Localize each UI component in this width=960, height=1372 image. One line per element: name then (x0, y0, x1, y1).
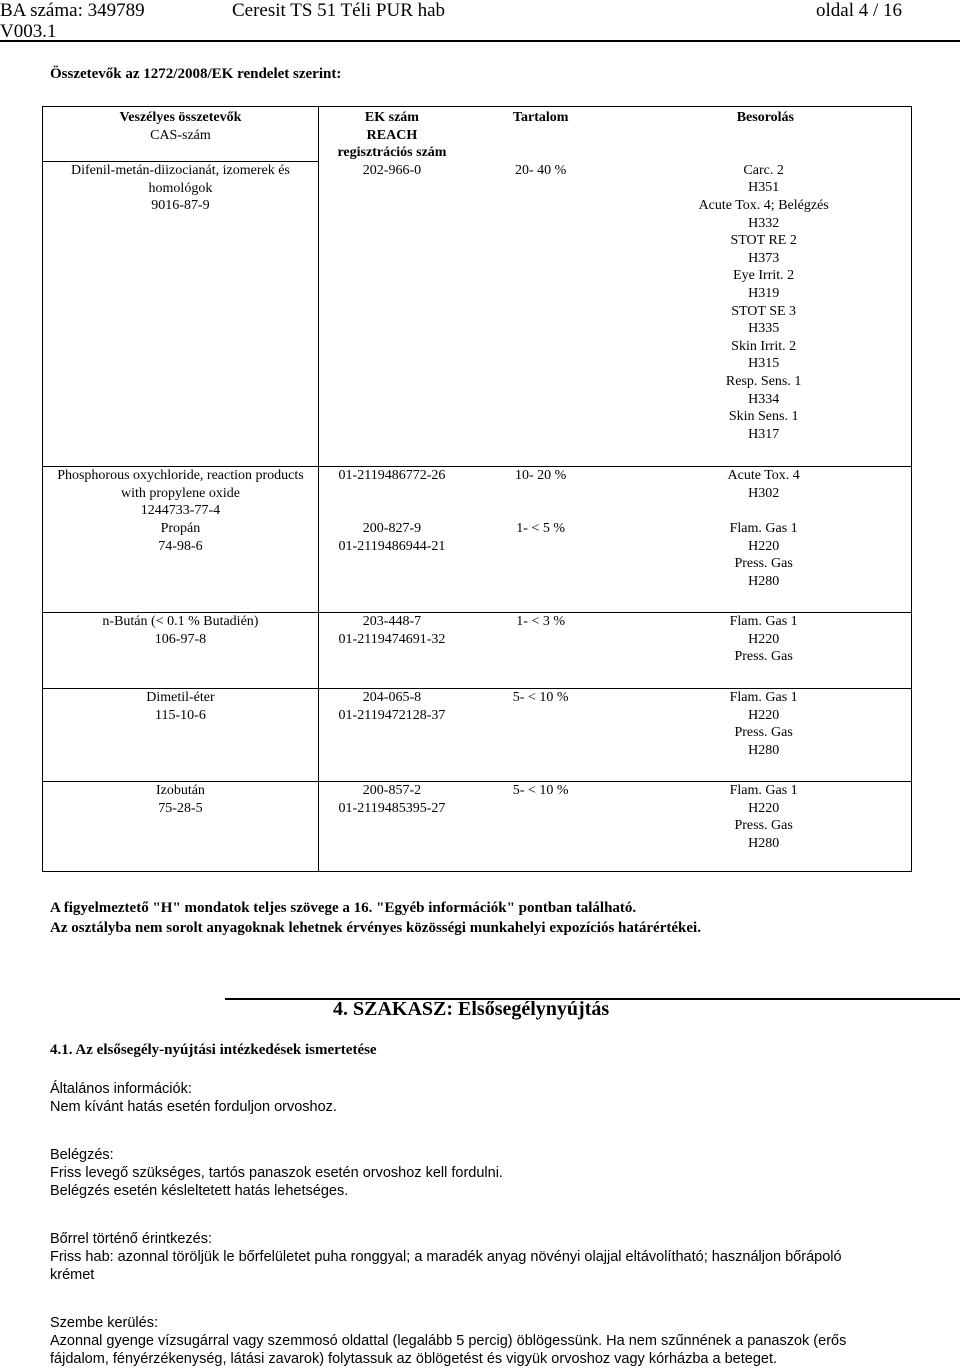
cell-line: Eye Irrit. 2 (733, 268, 795, 284)
component-name-cell (43, 162, 319, 467)
cell-line: 5- < 10 % (512, 783, 569, 799)
table-row (43, 689, 912, 782)
classification-cell (616, 782, 911, 872)
cell-line: Flam. Gas 1 (729, 614, 798, 630)
cell-line: 202-966-0 (362, 162, 422, 178)
note-h-statements: A figyelmeztető "H" mondatok teljes szövege a 16. "Egyéb információk" pontban található. (50, 900, 637, 916)
cell-line: 01-2119486944-21 (338, 538, 446, 554)
cell-line (319, 502, 465, 520)
ec-number-cell (318, 613, 465, 689)
cell-line: homológok (148, 180, 213, 196)
cell-line: Izobután (155, 783, 205, 799)
paragraph-eye-contact (50, 1314, 920, 1368)
cell-line: Skin Sens. 1 (728, 409, 799, 425)
cell-line: H319 (748, 285, 780, 301)
cell-line: 01-2119486772-26 (338, 468, 446, 484)
section4-subtitle: 4.1. Az elsősegély-nyújtási intézkedések ismertetése (50, 1042, 377, 1058)
cell-line: 1- < 5 % (516, 521, 566, 537)
cell-line: H280 (748, 743, 780, 759)
cell-line: Dimetil-éter (146, 690, 215, 706)
cell-line: 1- < 3 % (516, 614, 566, 630)
content-cell (465, 467, 616, 613)
paragraph-text: Nem kívánt hatás esetén forduljon orvoshoz. (50, 1099, 337, 1115)
table-row (43, 162, 912, 467)
cell-line: 200-857-2 (362, 783, 422, 799)
component-name-cell (43, 689, 319, 782)
classification-cell (616, 467, 911, 613)
document-version: V003.1 (0, 21, 57, 42)
table-row (43, 467, 912, 613)
ec-number-cell (318, 467, 465, 613)
paragraph-text: Belégzés esetén késleltetett hatás lehetséges. (50, 1183, 349, 1199)
cell-line: H315 (748, 356, 780, 372)
cell-line: 74-98-6 (158, 538, 203, 554)
component-name-cell (43, 613, 319, 689)
cell-line: Acute Tox. 4; Belégzés (698, 197, 829, 213)
cell-line: Press. Gas (734, 649, 793, 665)
paragraph-heading: Szembe kerülés: (50, 1315, 158, 1331)
cell-line: Flam. Gas 1 (729, 783, 798, 799)
cell-line: H317 (748, 426, 780, 442)
note-exposure-limits: Az osztályba nem sorolt anyagoknak lehetnek érvényes közösségi munkahelyi expozíciós határértékei. (50, 920, 701, 936)
ec-number-cell (318, 782, 465, 872)
cell-line: 01-2119485395-27 (338, 800, 446, 816)
page-number: oldal 4 / 16 (816, 0, 903, 21)
cell-line: Press. Gas (734, 725, 793, 741)
table-row (43, 782, 912, 872)
cell-line: H220 (748, 538, 780, 554)
cell-line: 01-2119474691-32 (338, 631, 446, 647)
paragraph-text: Friss hab: azonnal töröljük le bőrfelületet puha ronggyal; a maradék anyag növényi olajjal eltávolítható; használjon bőrápoló (50, 1249, 842, 1265)
cell-line: 20- 40 % (515, 162, 567, 178)
cell-line: Phosphorous oxychloride, reaction products (57, 468, 304, 484)
cell-line: Skin Irrit. 2 (731, 338, 797, 354)
cell-line: Carc. 2 (743, 162, 784, 178)
cell-line: H220 (748, 800, 780, 816)
composition-table (42, 106, 912, 872)
paragraph-heading: Belégzés: (50, 1147, 114, 1163)
paragraph-text: Friss levegő szükséges, tartós panaszok esetén orvoshoz kell fordulni. (50, 1165, 503, 1181)
paragraph-heading: Bőrrel történő érintkezés: (50, 1231, 212, 1247)
cell-line: H334 (748, 391, 780, 407)
section4-title: 4. SZAKASZ: Elsősegélynyújtás (333, 998, 610, 1020)
cell-line: 75-28-5 (158, 800, 203, 816)
cell-line: 10- 20 % (515, 468, 567, 484)
component-name-cell (43, 782, 319, 872)
cell-line: 1244733-77-4 (140, 503, 221, 519)
cell-line: 5- < 10 % (512, 690, 569, 706)
cell-line: Press. Gas (734, 556, 793, 572)
cell-line: STOT RE 2 (730, 233, 797, 249)
cell-line: with propylene oxide (120, 485, 240, 501)
classification-cell (616, 613, 911, 689)
cell-line: H335 (748, 321, 780, 337)
cell-line: H280 (748, 573, 780, 589)
paragraph-skin-contact (50, 1230, 920, 1284)
paragraph-text: fájdalom, fényérzékenység, látási zavarok) folytassuk az öblögetést és vigyük orvoshoz vagy kórházba a beteget. (50, 1351, 778, 1367)
cell-line: H373 (748, 250, 780, 266)
cell-line: Propán (160, 521, 201, 537)
paragraph-general (50, 1080, 920, 1116)
composition-title: Összetevők az 1272/2008/EK rendelet szerint: (50, 66, 342, 82)
header-hazardous-components: Veszélyes összetevők CAS-szám (43, 107, 319, 162)
ec-number-cell (318, 689, 465, 782)
notes (50, 898, 701, 938)
cell-line: 200-827-9 (362, 521, 422, 537)
cell-line: Flam. Gas 1 (729, 690, 798, 706)
cell-line: 01-2119472128-37 (338, 707, 446, 723)
cell-line: 9016-87-9 (151, 198, 210, 214)
cell-line: Resp. Sens. 1 (725, 373, 802, 389)
paragraph-inhalation (50, 1146, 920, 1200)
content-cell (465, 613, 616, 689)
cell-line: H220 (748, 707, 780, 723)
header-content: Tartalom (465, 107, 616, 162)
paragraph-heading: Általános információk: (50, 1081, 192, 1097)
cell-line: H280 (748, 836, 780, 852)
cell-line (319, 485, 465, 503)
header-classification: Besorolás (616, 107, 911, 162)
cell-line: 203-448-7 (362, 614, 422, 630)
cell-line (465, 485, 616, 503)
component-name-cell (43, 467, 319, 613)
table-body (43, 162, 912, 872)
cell-line: H220 (748, 631, 780, 647)
header-divider (0, 40, 960, 42)
product-name: Ceresit TS 51 Téli PUR hab (232, 0, 446, 21)
header-ec-number: EK szám REACH regisztrációs szám (318, 107, 465, 162)
cell-line: 204-065-8 (362, 690, 422, 706)
ec-number-cell (318, 162, 465, 467)
content-cell (465, 689, 616, 782)
cell-line: Press. Gas (734, 818, 793, 834)
cell-line: 115-10-6 (155, 707, 206, 723)
cell-line: H351 (748, 180, 780, 196)
cell-line: 106-97-8 (154, 631, 207, 647)
classification-cell (616, 162, 911, 467)
cell-line: Acute Tox. 4 (727, 468, 800, 484)
cell-line: Difenil-metán-diizocianát, izomerek és (71, 163, 290, 179)
classification-cell (616, 689, 911, 782)
paragraph-text: Azonnal gyenge vízsugárral vagy szemmosó oldattal (legalább 5 percig) öblögessünk. Ha nem szűnnének a panaszok (erős (50, 1333, 847, 1349)
cell-line: H332 (748, 215, 780, 231)
content-cell (465, 782, 616, 872)
table-row (43, 613, 912, 689)
cell-line (465, 502, 616, 520)
cell-line: H302 (748, 485, 780, 501)
cell-line (616, 502, 911, 520)
paragraph-text: krémet (50, 1267, 95, 1283)
content-cell (465, 162, 616, 467)
cell-line: STOT SE 3 (731, 303, 797, 319)
cell-line: Flam. Gas 1 (729, 521, 798, 537)
document-number: BA száma: 349789 (0, 0, 145, 21)
page-header (0, 0, 960, 44)
cell-line: n-Bután (< 0.1 % Butadién) (102, 614, 259, 630)
